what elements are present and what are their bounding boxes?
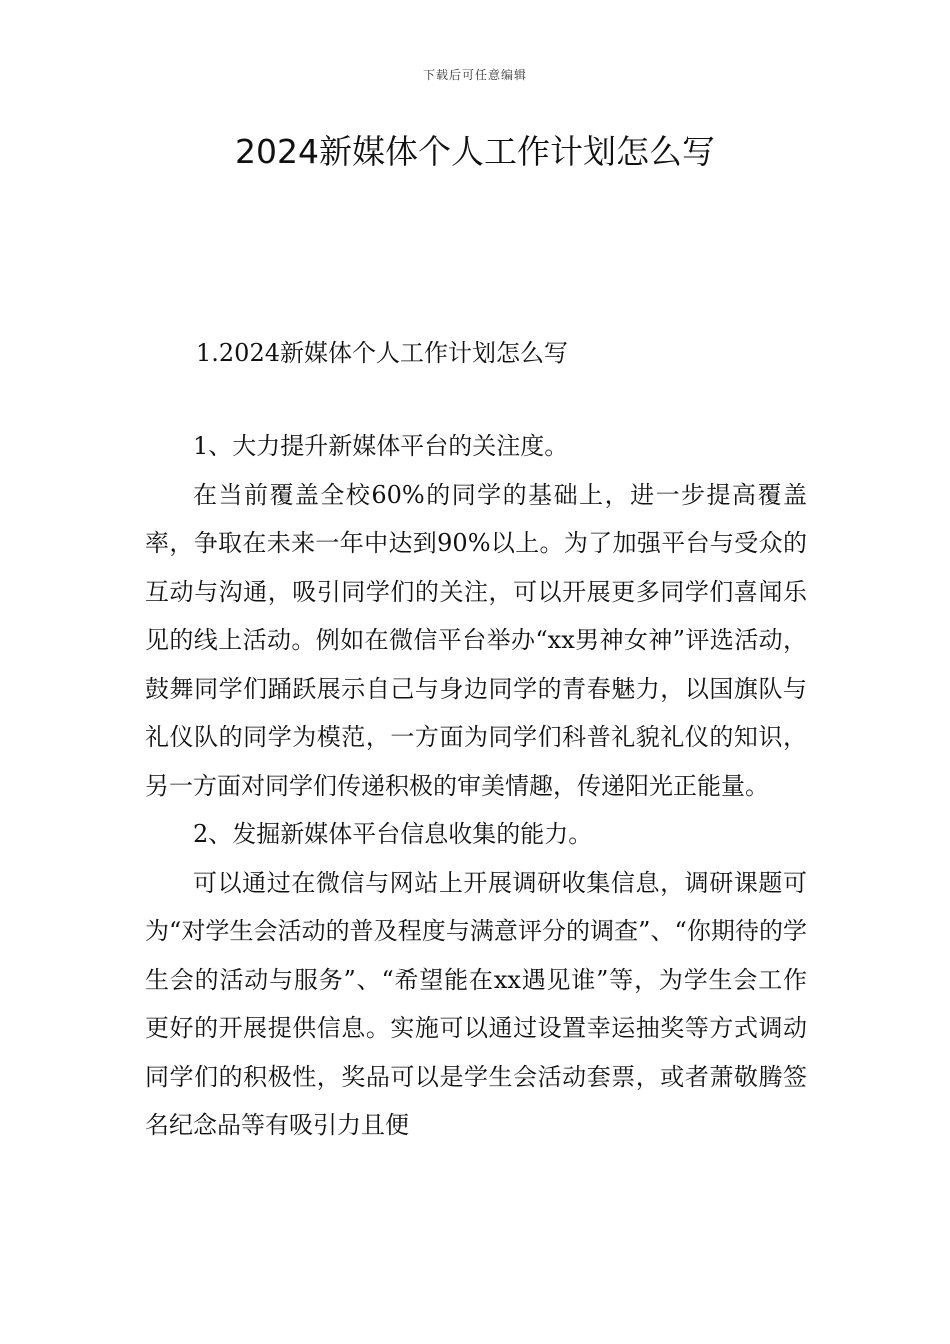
paragraph-body-1: 在当前覆盖全校60%的同学的基础上，进一步提高覆盖率，争取在未来一年中达到90%以上。为了加强平台与受众的互动与沟通，吸引同学们的关注，可以开展更多同学们喜闻乐见的线上活动。例如在微信平台举办“xx男神女神”评选活动，鼓舞同学们踊跃展示自己与身边同学的青春魅力，以国旗队与礼仪队的同学为模范，一方面为同学们科普礼貌礼仪的知识，另一方面对同学们传递积极的审美情趣，传递阳光正能量。: [145, 480, 807, 800]
paragraph-body-2: 可以通过在微信与网站上开展调研收集信息，调研课题可为“对学生会活动的普及程度与满意评分的调查”、“你期待的学生会的活动与服务”、“希望能在xx遇见谁”等，为学生会工作更好的开展提供信息。实施可以通过设置幸运抽奖等方式调动同学们的积极性，奖品可以是学生会活动套票，或者萧敬腾签名纪念品等有吸引力且便: [145, 868, 807, 1139]
paragraph-point-1: 1、大力提升新媒体平台的关注度。: [193, 432, 569, 460]
header-note: 下载后可任意编辑: [422, 68, 527, 82]
document-body: [145, 422, 807, 1150]
section-heading: 1.2024新媒体个人工作计划怎么写: [196, 339, 568, 367]
paragraph-point-2: 2、发掘新媒体平台信息收集的能力。: [193, 820, 593, 848]
document-title: 2024新媒体个人工作计划怎么写: [235, 132, 715, 171]
